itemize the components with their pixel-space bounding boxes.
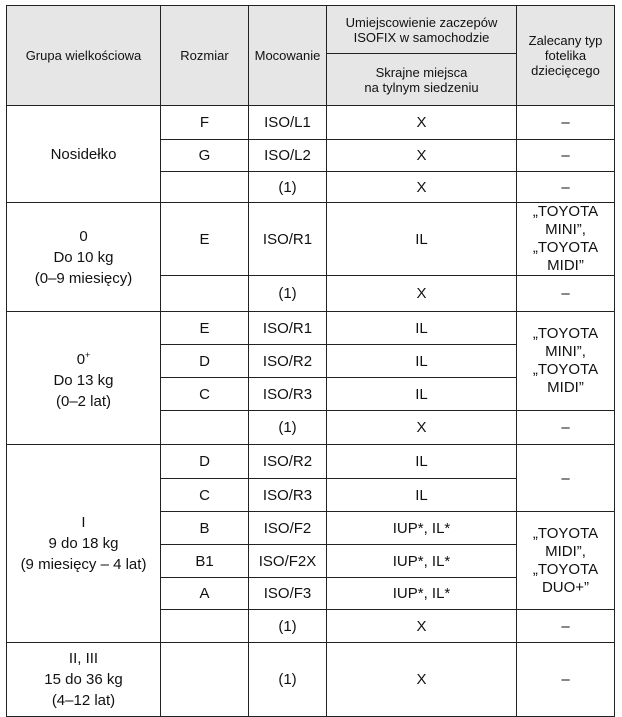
group-cell-I: I 9 do 18 kg (9 miesięcy – 4 lat) (7, 445, 161, 643)
size-cell: E (161, 203, 249, 276)
recommended-cell: – (517, 411, 615, 445)
group-cell-0: 0 Do 10 kg (0–9 miesięcy) (7, 203, 161, 312)
group-cell-II-III: II, III 15 do 36 kg (4–12 lat) (7, 643, 161, 717)
fixture-cell: (1) (249, 276, 327, 312)
recommended-cell: „TOYOTA MINI”, „TOYOTA MIDI” (517, 312, 615, 411)
location-cell: X (327, 610, 517, 643)
header-group: Grupa wielkościowa (7, 6, 161, 106)
fixture-cell: ISO/R2 (249, 345, 327, 378)
table-row (7, 312, 615, 345)
header-size: Rozmiar (161, 6, 249, 106)
location-cell: IL (327, 312, 517, 345)
fixture-cell: ISO/R2 (249, 445, 327, 479)
location-cell: IL (327, 445, 517, 479)
recommended-cell: – (517, 610, 615, 643)
table-row (7, 203, 615, 276)
size-cell: B (161, 512, 249, 545)
fixture-cell: ISO/F3 (249, 578, 327, 610)
fixture-cell: (1) (249, 610, 327, 643)
recommended-cell: „TOYOTA MIDI”, „TOYOTA DUO+” (517, 512, 615, 610)
size-cell: B1 (161, 545, 249, 578)
fixture-cell: (1) (249, 643, 327, 717)
size-cell (161, 411, 249, 445)
location-cell: IL (327, 203, 517, 276)
recommended-cell: – (517, 140, 615, 172)
fixture-cell: ISO/F2X (249, 545, 327, 578)
recommended-cell: – (517, 106, 615, 140)
location-cell: X (327, 276, 517, 312)
size-cell: C (161, 479, 249, 512)
size-cell: A (161, 578, 249, 610)
location-cell: X (327, 411, 517, 445)
recommended-cell: – (517, 643, 615, 717)
fixture-cell: ISO/L1 (249, 106, 327, 140)
location-cell: IL (327, 378, 517, 411)
size-cell: C (161, 378, 249, 411)
location-cell: IUP*, IL* (327, 578, 517, 610)
header-fixture: Mocowanie (249, 6, 327, 106)
table-row (7, 445, 615, 479)
recommended-cell: „TOYOTA MINI”, „TOYOTA MIDI” (517, 203, 615, 276)
size-cell: E (161, 312, 249, 345)
location-cell: IUP*, IL* (327, 545, 517, 578)
recommended-cell: – (517, 276, 615, 312)
location-cell: IUP*, IL* (327, 512, 517, 545)
header-isofix-location: Umiejscowienie zaczepów ISOFIX w samochodzie (327, 6, 517, 54)
size-cell (161, 643, 249, 717)
recommended-cell: – (517, 445, 615, 512)
fixture-cell: ISO/R3 (249, 378, 327, 411)
fixture-cell: ISO/F2 (249, 512, 327, 545)
isofix-compatibility-table (6, 5, 615, 717)
location-cell: X (327, 172, 517, 203)
recommended-cell: – (517, 172, 615, 203)
fixture-cell: ISO/L2 (249, 140, 327, 172)
location-cell: X (327, 643, 517, 717)
size-cell: D (161, 345, 249, 378)
fixture-cell: ISO/R1 (249, 203, 327, 276)
size-cell (161, 276, 249, 312)
group-cell-carrycot: Nosidełko (7, 106, 161, 203)
location-cell: IL (327, 479, 517, 512)
fixture-cell: ISO/R1 (249, 312, 327, 345)
size-cell (161, 610, 249, 643)
location-cell: X (327, 106, 517, 140)
fixture-cell: (1) (249, 411, 327, 445)
table-row (7, 106, 615, 140)
table-row (7, 643, 615, 717)
size-cell: G (161, 140, 249, 172)
size-cell: F (161, 106, 249, 140)
group-cell-0-plus: 0+ Do 13 kg (0–2 lat) (7, 312, 161, 445)
location-cell: IL (327, 345, 517, 378)
size-cell (161, 172, 249, 203)
size-cell: D (161, 445, 249, 479)
header-outer-rear-seats: Skrajne miejsca na tylnym siedzeniu (327, 54, 517, 106)
header-recommended: Zalecany typ fotelika dziecięcego (517, 6, 615, 106)
fixture-cell: ISO/R3 (249, 479, 327, 512)
fixture-cell: (1) (249, 172, 327, 203)
location-cell: X (327, 140, 517, 172)
